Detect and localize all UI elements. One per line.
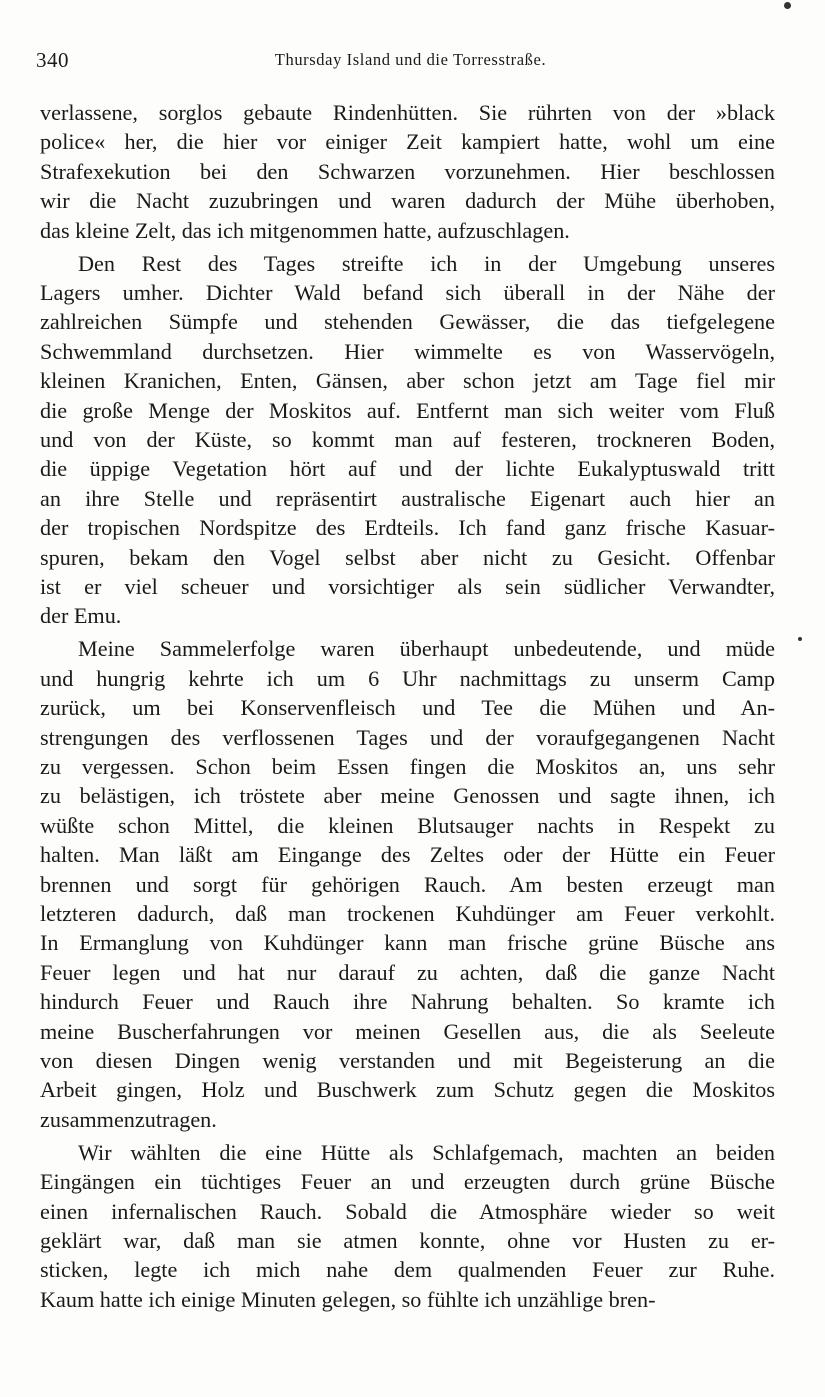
text-line: der Emu. <box>40 603 122 629</box>
paragraph <box>40 249 775 631</box>
text-line: Lagers umher. Dichter Wald befand sich überall in der Nähe der <box>40 279 775 305</box>
text-line: Meine Sammelerfolge waren überhaupt unbedeutende, und müde <box>78 636 775 662</box>
running-title: Thursday Island und die Torresstraße. <box>274 50 547 69</box>
text-line: und hungrig kehrte ich um 6 Uhr nachmittags zu unserm Camp <box>40 665 775 691</box>
text-line: von diesen Dingen wenig verstanden und mit Begeisterung an die <box>40 1048 775 1073</box>
text-line: zahlreichen Sümpfe und stehenden Gewässer, die das tiefgelegene <box>40 309 775 335</box>
text-line: Eingängen ein tüchtiges Feuer an und erzeugten durch grüne Büsche <box>40 1169 775 1195</box>
text-line: die üppige Vegetation hört auf und der lichte Eukalyptuswald tritt <box>40 456 775 482</box>
text-line: der tropischen Nordspitze des Erdteils. Ich fand ganz frische Kasuar- <box>40 515 775 541</box>
text-line: hindurch Feuer und Rauch ihre Nahrung behalten. So kramte ich <box>40 989 775 1015</box>
paragraph <box>40 634 775 1134</box>
text-line: kleinen Kranichen, Enten, Gänsen, aber schon jetzt am Tage fiel mir <box>40 368 775 394</box>
scan-speck <box>798 637 802 641</box>
text-line: Kaum hatte ich einige Minuten gelegen, so fühlte ich unzählige bren- <box>40 1286 656 1312</box>
text-line: police« her, die hier vor einiger Zeit kampiert hatte, wohl um eine <box>40 129 775 155</box>
text-line: letzteren dadurch, daß man trockenen Kuhdünger am Feuer verkohlt. <box>40 900 775 926</box>
text-line: Arbeit gingen, Holz und Buschwerk zum Schutz gegen die Moskitos <box>40 1077 775 1103</box>
scan-speck <box>784 2 791 9</box>
paragraph <box>40 1138 775 1314</box>
text-line: Wir wählten die eine Hütte als Schlafgemach, machten an beiden <box>78 1139 775 1165</box>
text-line: halten. Man läßt am Eingange des Zeltes oder der Hütte ein Feuer <box>40 842 775 868</box>
text-line: In Ermanglung von Kuhdünger kann man frische grüne Büsche ans <box>40 930 775 956</box>
text-line: das kleine Zelt, das ich mitgenommen hatte, aufzuschlagen. <box>40 217 570 243</box>
page-header <box>36 48 785 76</box>
page-number: 340 <box>36 48 69 72</box>
text-line: und von der Küste, so kommt man auf festeren, trockneren Boden, <box>40 426 775 452</box>
text-line: wüßte schon Mittel, die kleinen Blutsauger nachts in Respekt zu <box>40 812 775 838</box>
text-line: zurück, um bei Konservenfleisch und Tee die Mühen und An- <box>40 695 775 721</box>
paragraph <box>40 98 775 245</box>
text-line: zusammenzutragen. <box>40 1106 217 1132</box>
text-line: zu belästigen, ich tröstete aber meine Genossen und sagte ihnen, ich <box>40 783 775 809</box>
text-line: geklärt war, daß man sie atmen konnte, ohne vor Husten zu er- <box>40 1227 775 1253</box>
text-line: brennen und sorgt für gehörigen Rauch. Am besten erzeugt man <box>40 871 775 897</box>
text-line: zu vergessen. Schon beim Essen fingen die Moskitos an, uns sehr <box>40 753 775 779</box>
text-line: ist er viel scheuer und vorsichtiger als sein südlicher Verwandter, <box>40 574 775 599</box>
text-line: Feuer legen und hat nur darauf zu achten, daß die ganze Nacht <box>40 959 775 985</box>
body-text <box>40 98 775 1318</box>
text-line: Strafexekution bei den Schwarzen vorzunehmen. Hier beschlossen <box>40 158 775 184</box>
text-line: an ihre Stelle und repräsentirt australische Eigenart auch hier an <box>40 485 775 511</box>
text-line: strengungen des verflossenen Tages und der voraufgegangenen Nacht <box>40 724 775 750</box>
text-line: Schwemmland durchsetzen. Hier wimmelte es von Wasservögeln, <box>40 338 775 364</box>
text-line: sticken, legte ich mich nahe dem qualmenden Feuer zur Ruhe. <box>40 1257 775 1283</box>
text-line: spuren, bekam den Vogel selbst aber nicht zu Gesicht. Offenbar <box>40 544 775 570</box>
text-line: Den Rest des Tages streifte ich in der Umgebung unseres <box>78 250 775 276</box>
text-line: wir die Nacht zuzubringen und waren dadurch der Mühe überhoben, <box>40 188 775 214</box>
text-line: die große Menge der Moskitos auf. Entfernt man sich weiter vom Fluß <box>40 397 775 423</box>
text-line: meine Buscherfahrungen vor meinen Gesellen aus, die als Seeleute <box>40 1018 775 1044</box>
text-line: verlassene, sorglos gebaute Rindenhütten. Sie rührten von der »black <box>40 100 775 125</box>
text-line: einen infernalischen Rauch. Sobald die Atmosphäre wieder so weit <box>40 1198 775 1224</box>
